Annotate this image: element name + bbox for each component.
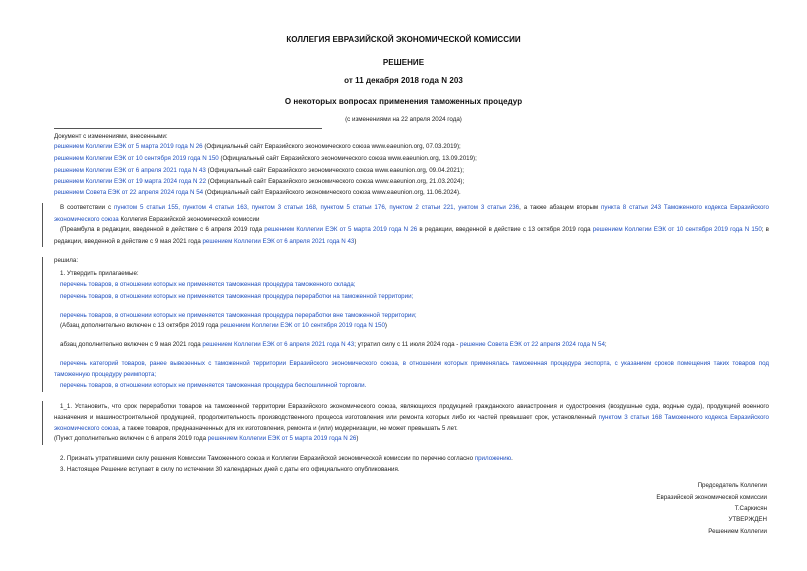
approved-by: Решением Коллегии: [708, 528, 767, 535]
doc-type: РЕШЕНИЕ: [382, 58, 425, 67]
preamble-link[interactable]: пунктом 5 статьи 155, пунктом 4 статьи 163, пунктом 3 статьи 168, пунктом 5 статьи 176, пунктом 2 статьи 221, унктом 3 статьи 236: [114, 204, 520, 211]
resolved-label: решила:: [54, 257, 79, 264]
item-1-1: 1_1. Установить, что срок переработки товаров на таможенной территории Евразийского экономического союза, являющихся продукцией гражданского авиастроения и судостроения (воздушные суда, водные суда), продукцией военного назначения и машиностроительной продукцией, продолжительность производственного процесса изготовления или ремонта которых либо их частей превышает срок, установленный пунктом 3 статьи 168 Таможенного кодекса Евразийского экономического союза, а также товаров, предназначенных для их изготовления, ремонта и (или) модернизации, не может превышать 5 лет.: [54, 403, 769, 432]
change-link[interactable]: решением Коллегии ЕЭК от 5 марта 2019 года N 26: [54, 143, 203, 150]
change-item: решением Совета ЕЭК от 22 апреля 2024 года N 54 (Официальный сайт Евразийского экономического союза www.eaeunion.org, 11.06.2024).: [54, 189, 461, 196]
signature-title: Председатель Коллегии: [697, 482, 767, 489]
change-item: решением Коллегии ЕЭК от 5 марта 2019 года N 26 (Официальный сайт Евразийского экономического союза www.eaeunion.org, 07.03.2019);: [54, 143, 461, 150]
change-item: решением Коллегии ЕЭК от 6 апреля 2021 года N 43 (Официальный сайт Евразийского экономического союза www.eaeunion.org, 09.04.2021);: [54, 167, 464, 174]
list-item-link[interactable]: перечень товаров, в отношении которых не применяется таможенная процедура переработки вне таможенной территории;: [60, 312, 417, 319]
note-link[interactable]: пунктом 3 статьи 168 Таможенного кодекса Евразийского экономического союза: [54, 414, 769, 432]
note-link[interactable]: решением Коллегии ЕЭК от 10 сентября 2019 года N 150: [220, 322, 385, 329]
appendix-link[interactable]: приложению: [474, 455, 512, 462]
org-title: КОЛЛЕГИЯ ЕВРАЗИЙСКОЙ ЭКОНОМИЧЕСКОЙ КОМИССИИ: [286, 35, 521, 44]
note-link[interactable]: решением Коллегии ЕЭК от 5 марта 2019 года N 26: [207, 435, 357, 442]
preamble-paragraph: В соответствии с пунктом 5 статьи 155, пунктом 4 статьи 163, пунктом 3 статьи 168, пунктом 5 статьи 176, пунктом 2 статьи 221, унктом 3 статьи 236, а также абзацем вторым пункта 8 статьи 243 Таможенного кодекса Евразийского экономического союза Коллегия Евразийской экономической комиссии: [54, 204, 769, 223]
preamble-link[interactable]: решением Коллегии ЕЭК от 6 апреля 2021 года N 43: [202, 237, 355, 245]
change-item: решением Коллегии ЕЭК от 10 сентября 2019 года N 150 (Официальный сайт Евразийского экономического союза www.eaeunion.org, 13.09.2019);: [54, 155, 477, 162]
approved-label: УТВЕРЖДЕН: [728, 516, 767, 523]
signature-org: Евразийской экономической комиссии: [656, 494, 767, 501]
change-link[interactable]: решением Коллегии ЕЭК от 10 сентября 2019 года N 150: [54, 155, 219, 162]
date-number: от 11 декабря 2018 года N 203: [344, 76, 463, 85]
list-item-link[interactable]: перечень товаров, в отношении которых не применяется таможенная процедура переработки на таможенной территории;: [60, 293, 414, 300]
change-item: решением Коллегии ЕЭК от 19 марта 2024 года N 22 (Официальный сайт Евразийского экономического союза www.eaeunion.org, 21.03.2024);: [54, 178, 465, 185]
margin-bar: [42, 203, 43, 247]
margin-bar: [42, 401, 43, 445]
doc-title: О некоторых вопросах применения таможенных процедур: [284, 97, 523, 106]
list-item-link[interactable]: перечень категорий товаров, ранее вывезенных с таможенной территории Евразийского экономического союза, в отношении которых применялась таможенная процедура экспорта, с указанием сроков помещения таких товаров под таможенную процедуру реимпорта;: [54, 360, 769, 378]
note-2: (Пункт дополнительно включен с 6 апреля 2019 года решением Коллегии ЕЭК от 5 марта 2019 года N 26): [54, 435, 359, 442]
list-item-link[interactable]: перечень товаров, в отношении которых не применяется таможенная процедура таможенного склада;: [60, 281, 356, 288]
item-3: 3. Настоящее Решение вступает в силу по истечении 30 календарных дней с даты его официального опубликования.: [60, 466, 400, 473]
note-1: (Абзац дополнительно включен с 13 октября 2019 года решением Коллегии ЕЭК от 10 сентября 2019 года N 150): [60, 322, 387, 329]
change-link[interactable]: решением Коллегии ЕЭК от 6 апреля 2021 года N 43: [54, 167, 206, 174]
abzac-note: абзац дополнительно включен с 9 мая 2021 года решением Коллегии ЕЭК от 6 апреля 2021 года N 43; утратил силу с 11 июля 2024 года - решение Совета ЕЭК от 22 апреля 2024 года N 54;: [60, 341, 607, 348]
preamble-link[interactable]: решением Коллегии ЕЭК от 5 марта 2019 года N 26: [264, 226, 418, 233]
list-item-link[interactable]: перечень товаров, в отношении которых не применяется таможенная процедура беспошлинной торговли.: [60, 382, 367, 389]
note-link[interactable]: решение Совета ЕЭК от 22 апреля 2024 года N 54: [460, 341, 605, 348]
preamble-link[interactable]: пункта 8 статьи 243 Таможенного кодекса Евразийского экономического союза: [54, 204, 769, 223]
note-link[interactable]: решением Коллегии ЕЭК от 6 апреля 2021 года N 43: [202, 341, 355, 348]
change-link[interactable]: решением Коллегии ЕЭК от 19 марта 2024 года N 22: [54, 178, 207, 185]
preamble-note: (Преамбула в редакции, введенной в действие с 6 апреля 2019 года решением Коллегии ЕЭК от 5 марта 2019 года N 26 в редакции, введенной в действие с 13 октября 2019 года решением Коллегии ЕЭК от 10 сентября 2019 года N 150; в редакции, введенной в действие с 9 мая 2021 года решением Коллегии ЕЭК от 6 апреля 2021 года N 43): [54, 226, 769, 245]
changes-intro: Документ с изменениями, внесенными:: [54, 133, 168, 140]
change-link[interactable]: решением Совета ЕЭК от 22 апреля 2024 года N 54: [54, 189, 204, 196]
divider: [54, 128, 322, 129]
margin-bar: [42, 257, 43, 392]
item-1: 1. Утвердить прилагаемые:: [60, 270, 139, 277]
signature-name: Т.Саркисян: [734, 505, 767, 512]
amended-note: (с изменениями на 22 апреля 2024 года): [345, 116, 462, 123]
item-2: 2. Признать утратившими силу решения Комиссии Таможенного союза и Коллегии Евразийской экономической комиссии по перечню согласно приложению.: [60, 455, 513, 462]
preamble-link[interactable]: решением Коллегии ЕЭК от 10 сентября 2019 года N 150: [592, 226, 762, 233]
